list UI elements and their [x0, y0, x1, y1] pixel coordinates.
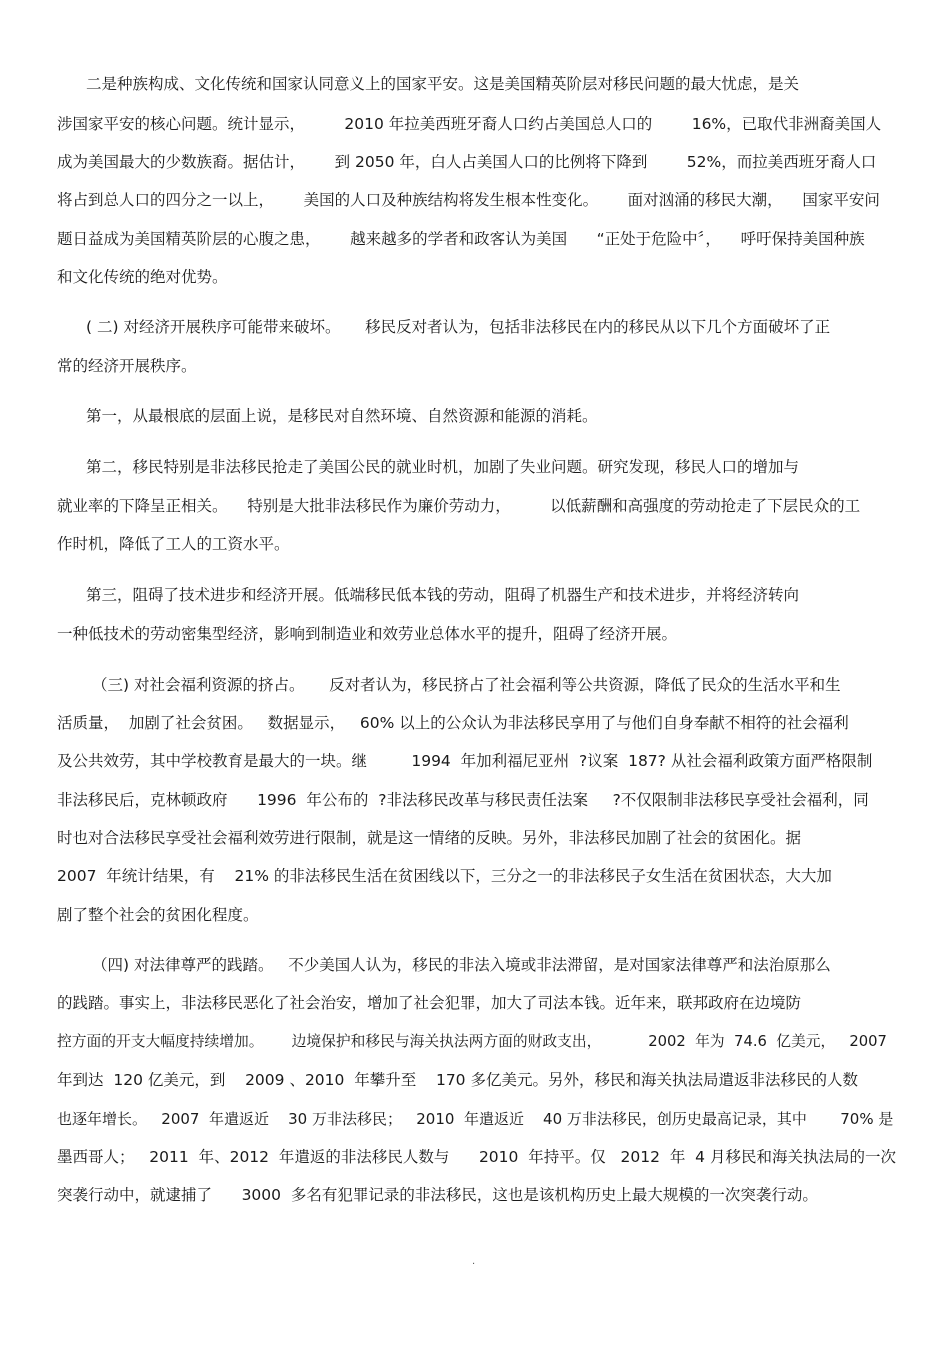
text-line: （四) 对法律尊严的践踏。 不少美国人认为，移民的非法入境或非法滞留，是对国家法律尊严和法治原那么 — [92, 956, 831, 974]
text-line: 时也对合法移民享受社会福利效劳进行限制，就是这一情绪的反映。另外，非法移民加剧了社会的贫困化。据 — [57, 829, 802, 847]
text-line: 非法移民后，克林顿政府 1996 年公布的 ?非法移民改革与移民责任法案 ?不仅限制非法移民享受社会福利，同 — [57, 791, 869, 809]
text-line: 控方面的开支大幅度持续增加。 边境保护和移民与海关执法两方面的财政支出， 2002 年为 74.6 亿美元， 2007 — [57, 1033, 887, 1050]
text-line: 第三，阻碍了技术进步和经济开展。低端移民低本钱的劳动，阻碍了机器生产和技术进步，并将经济转向 — [86, 586, 800, 604]
text-line: 也逐年增长。 2007 年遣返近 30 万非法移民； 2010 年遣返近 40 万非法移民，创历史最高记录，其中 70% 是 — [57, 1110, 894, 1128]
text-line: 剧了整个社会的贫困化程度。 — [57, 906, 259, 924]
text-line: 的践踏。事实上，非法移民恶化了社会治安，增加了社会犯罪，加大了司法本钱。近年来，联邦政府在边境防 — [57, 994, 802, 1012]
text-line: 和文化传统的绝对优势。 — [57, 268, 228, 286]
text-line: 第一，从最根底的层面上说，是移民对自然环境、自然资源和能源的消耗。 — [86, 407, 598, 425]
text-line: 作时机，降低了工人的工资水平。 — [57, 535, 290, 553]
page-marker: . — [472, 1256, 476, 1267]
text-line: 活质量， 加剧了社会贫困。 数据显示， 60% 以上的公众认为非法移民享用了与他们自身奉献不相符的社会福利 — [57, 714, 849, 732]
text-line: 二是种族构成、文化传统和国家认同意义上的国家平安。这是美国精英阶层对移民问题的最大忧虑，是关 — [86, 75, 800, 93]
text-line: 就业率的下降呈正相关。 特别是大批非法移民作为廉价劳动力， 以低薪酬和高强度的劳动抢走了下层民众的工 — [57, 497, 861, 515]
text-line: 突袭行动中，就逮捕了 3000 多名有犯罪记录的非法移民，这也是该机构历史上最大规模的一次突袭行动。 — [57, 1186, 818, 1204]
text-line: 墨西哥人； 2011 年、2012 年遣返的非法移民人数与 2010 年持平。仅 2012 年 4 月移民和海关执法局的一次 — [57, 1148, 896, 1166]
text-line: 及公共效劳，其中学校教育是最大的一块。继 1994 年加利福尼亚州 ?议案 187? 从社会福利政策方面严格限制 — [57, 752, 873, 770]
text-line: 成为美国最大的少数族裔。据估计， 到 2050 年，白人占美国人口的比例将下降到 52%，而拉美西班牙裔人口 — [57, 153, 877, 171]
text-line: ( 二) 对经济开展秩序可能带来破坏。 移民反对者认为，包括非法移民在内的移民从以下几个方面破坏了正 — [86, 318, 831, 336]
text-line: （三) 对社会福利资源的挤占。 反对者认为，移民挤占了社会福利等公共资源，降低了民众的生活水平和生 — [92, 676, 841, 694]
text-line: 2007 年统计结果，有 21% 的非法移民生活在贫困线以下，三分之一的非法移民子女生活在贫困状态，大大加 — [57, 867, 832, 885]
text-line: 第二，移民特别是非法移民抢走了美国公民的就业时机，加剧了失业问题。研究发现，移民人口的增加与 — [86, 458, 800, 476]
text-line: 一种低技术的劳动密集型经济，影响到制造业和效劳业总体水平的提升，阻碍了经济开展。 — [57, 625, 678, 643]
text-line: 将占到总人口的四分之一以上， 美国的人口及种族结构将发生根本性变化。 面对汹涌的移民大潮， 国家平安问 — [57, 191, 880, 209]
text-line: 涉国家平安的核心问题。统计显示， 2010 年拉美西班牙裔人口约占美国总人口的 16%，已取代非洲裔美国人 — [57, 115, 882, 133]
text-line: 题日益成为美国精英阶层的心腹之患， 越来越多的学者和政客认为美国 “正处于危险中〞， 呼吁保持美国种族 — [57, 230, 865, 248]
text-line: 常的经济开展秩序。 — [57, 357, 197, 375]
text-line: 年到达 120 亿美元，到 2009 、2010 年攀升至 170 多亿美元。另外，移民和海关执法局遣返非法移民的人数 — [57, 1071, 858, 1089]
